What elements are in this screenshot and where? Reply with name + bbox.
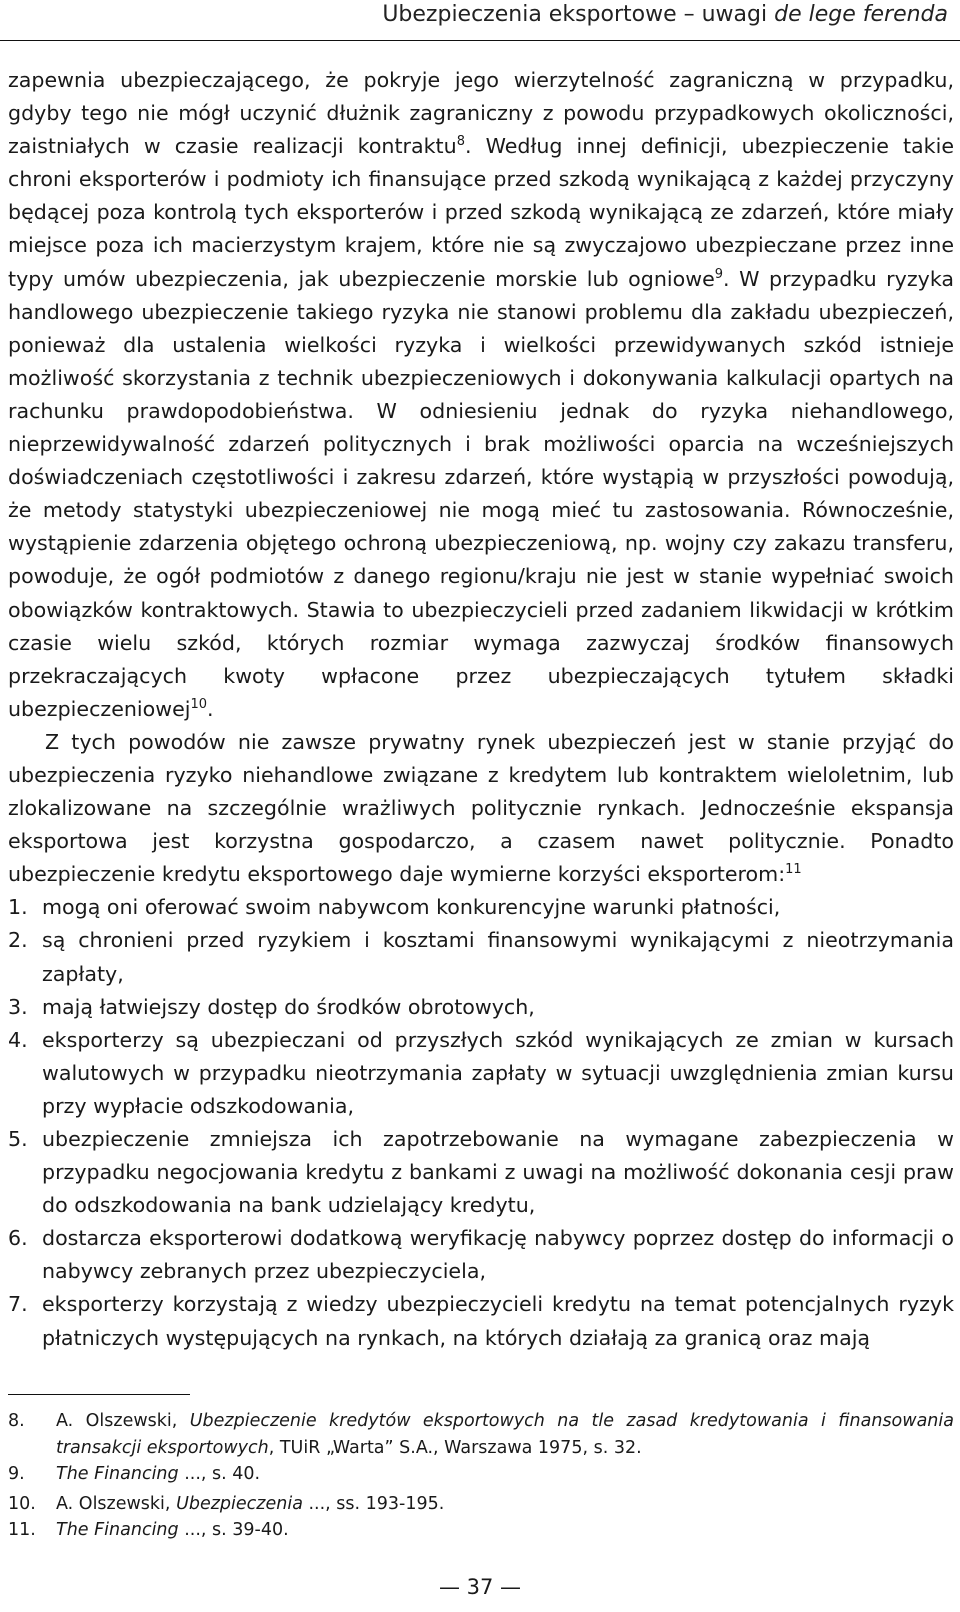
list-item-text: eksporterzy są ubezpieczani od przyszłych szkód wynikających ze zmian w kursach walutowych w przypadku nieotrzymania zapłaty w sytuacji uwzględnienia zmian kursu przy wypłacie odszkodowania, [42,1027,954,1118]
footnote-separator [8,1394,190,1395]
footnote-author: A. Olszewski, [56,1411,190,1431]
footnote-title: The Financing [56,1520,179,1540]
footnote-number: 11. [8,1520,36,1540]
main-text [8,64,954,1355]
list-item-text: mogą oni oferować swoim nabywcom konkurencyjne warunki płatności, [42,895,781,920]
list-item [8,924,954,990]
header-rule [0,40,960,41]
list-item-number: 4. [8,1027,28,1052]
footnote-ref-8[interactable]: 8 [456,134,465,150]
page-number: — 37 — [438,1575,522,1599]
footnote-8 [8,1408,954,1461]
list-item-number: 3. [8,994,28,1019]
list-item-number: 1. [8,895,28,920]
footnote-10 [8,1491,954,1518]
footnote-9 [8,1461,954,1488]
p2-text: Z tych powodów nie zawsze prywatny rynek ubezpieczeń jest w stanie przyjąć do ubezpieczenia ryzyko niehandlowe związane z kredytem lub kontraktem wieloletnim, lub zlokalizowane na szczególnie wrażliwych politycznie rynkach. Jednocześnie ekspansja eksportowa jest korzystna gospodarczo, a czasem nawet politycznie. Ponadto ubezpieczenie kredytu eksportowego daje wymierne korzyści eksporterom: [8,729,954,887]
list-item-text: ubezpieczenie zmniejsza ich zapotrzebowanie na wymagane zabezpieczenia w przypadku negocjowania kredytu z bankami z uwagi na możliwość dokonania cesji praw do odszkodowania na bank udzielający kredytu, [42,1127,954,1218]
footnote-author: A. Olszewski, [56,1493,177,1514]
footnote-rest: ..., s. 39-40. [178,1520,289,1540]
footnote-title: The Financing [56,1464,179,1484]
list-item [8,1123,954,1222]
list-item [8,1024,954,1123]
p1-text-d: . [207,696,214,721]
list-item-text: dostarcza eksporterowi dodatkową weryfikację nabywcy poprzez dostęp do informacji o nabywcy zebranych przez ubezpieczyciela, [42,1226,954,1284]
p1-text-c: . W przypadku ryzyka handlowego ubezpieczenie takiego ryzyka nie stanowi problemu dla zakładu ubezpieczeń, ponieważ dla ustalenia wielkości ryzyka i wielkości przewidywanych szkód istnieje możliwość skorzystania z technik ubezpieczeniowych i dokonywania kalkulacji opartych na rachunku prawdopodobieństwa. W odniesieniu jednak do ryzyka niehandlowego, nieprzewidywalność zdarzeń politycznych i brak możliwości oparcia na wcześniejszych doświadczeniach częstotliwości i zakresu zdarzeń, które wystąpią w przyszłości powodują, że metody statystyki ubezpieczeniowej nie mogą mieć tu zastosowania. Równocześnie, wystąpienie zdarzenia objętego ochroną ubezpieczeniową, np. wojny czy zakazu transferu, powoduje, że ogół podmiotów z danego regionu/kraju nie jest w stanie wypełniać swoich obowiązków kontraktowych. Stawia to ubezpieczycieli przed zadaniem likwidacji w krótkim czasie wielu szkód, których rozmiar wymaga zazwyczaj środków finansowych przekraczających kwoty wpłacone przez ubezpieczających tytułem składki ubezpieczeniowej [8,266,955,721]
footnote-number: 9. [8,1464,25,1484]
running-header [0,0,960,44]
list-item [8,991,954,1024]
paragraph-1 [8,64,954,726]
list-item-text: eksporterzy korzystają z wiedzy ubezpieczycieli kredytu na temat potencjalnych ryzyk płatniczych występujących na rynkach, na których działają za granicą oraz mają [42,1292,954,1350]
p1-text-a: zapewnia ubezpieczającego, że pokryje jego wierzytelność zagraniczną w przypadku, gdyby tego nie mógł uczynić dłużnik zagraniczny z powodu przypadkowych okoliczności, zaistniałych w czasie realizacji kontraktu [8,68,954,159]
list-item [8,1222,954,1288]
list-item-text: są chronieni przed ryzykiem i kosztami finansowymi wynikającymi z nieotrzymania zapłaty, [42,928,954,986]
footnote-ref-9[interactable]: 9 [714,266,724,282]
list-item-number: 2. [8,928,28,953]
footnotes [8,1408,954,1544]
benefits-list [8,891,954,1354]
footnote-11 [8,1517,954,1544]
footnote-title: Ubezpieczenie kredytów eksportowych na tle zasad kredytowania i finansowania transakcji eksportowych [56,1411,954,1458]
p1-text-b: . Według innej definicji, ubezpieczenie takie chroni eksporterów i podmioty ich finansujące przed szkodą wynikającą z każdej przyczyny będącej poza kontrolą tych eksporterów i przed szkodą wynikającą ze zdarzeń, które miały miejsce poza ich macierzystym krajem, które nie są zwyczajowo ubezpieczane przez inne typy umów ubezpieczenia, jak ubezpieczenie morskie lub ogniowe [8,134,954,291]
footnote-ref-11[interactable]: 11 [785,862,802,878]
footnote-number: 8. [8,1411,25,1431]
footnote-rest: , TUiR „Warta” S.A., Warszawa 1975, s. 32. [268,1437,642,1458]
footnote-ref-10[interactable]: 10 [190,696,208,712]
footnote-title: Ubezpieczenia [176,1493,303,1514]
list-item [8,1288,954,1354]
footnote-number: 10. [8,1493,36,1514]
list-item-number: 7. [8,1292,28,1317]
list-item-number: 6. [8,1226,28,1251]
header-title-italic: de lege ferenda [774,2,948,27]
footnote-rest: ..., s. 40. [178,1464,261,1484]
list-item [8,891,954,924]
list-item-text: mają łatwiejszy dostęp do środków obrotowych, [42,994,535,1019]
footnote-rest: ..., ss. 193-195. [302,1493,445,1514]
running-header-title [382,2,948,28]
header-title-plain: Ubezpieczenia eksportowe – uwagi [382,2,768,27]
paragraph-2 [8,726,954,891]
list-item-number: 5. [8,1127,28,1151]
